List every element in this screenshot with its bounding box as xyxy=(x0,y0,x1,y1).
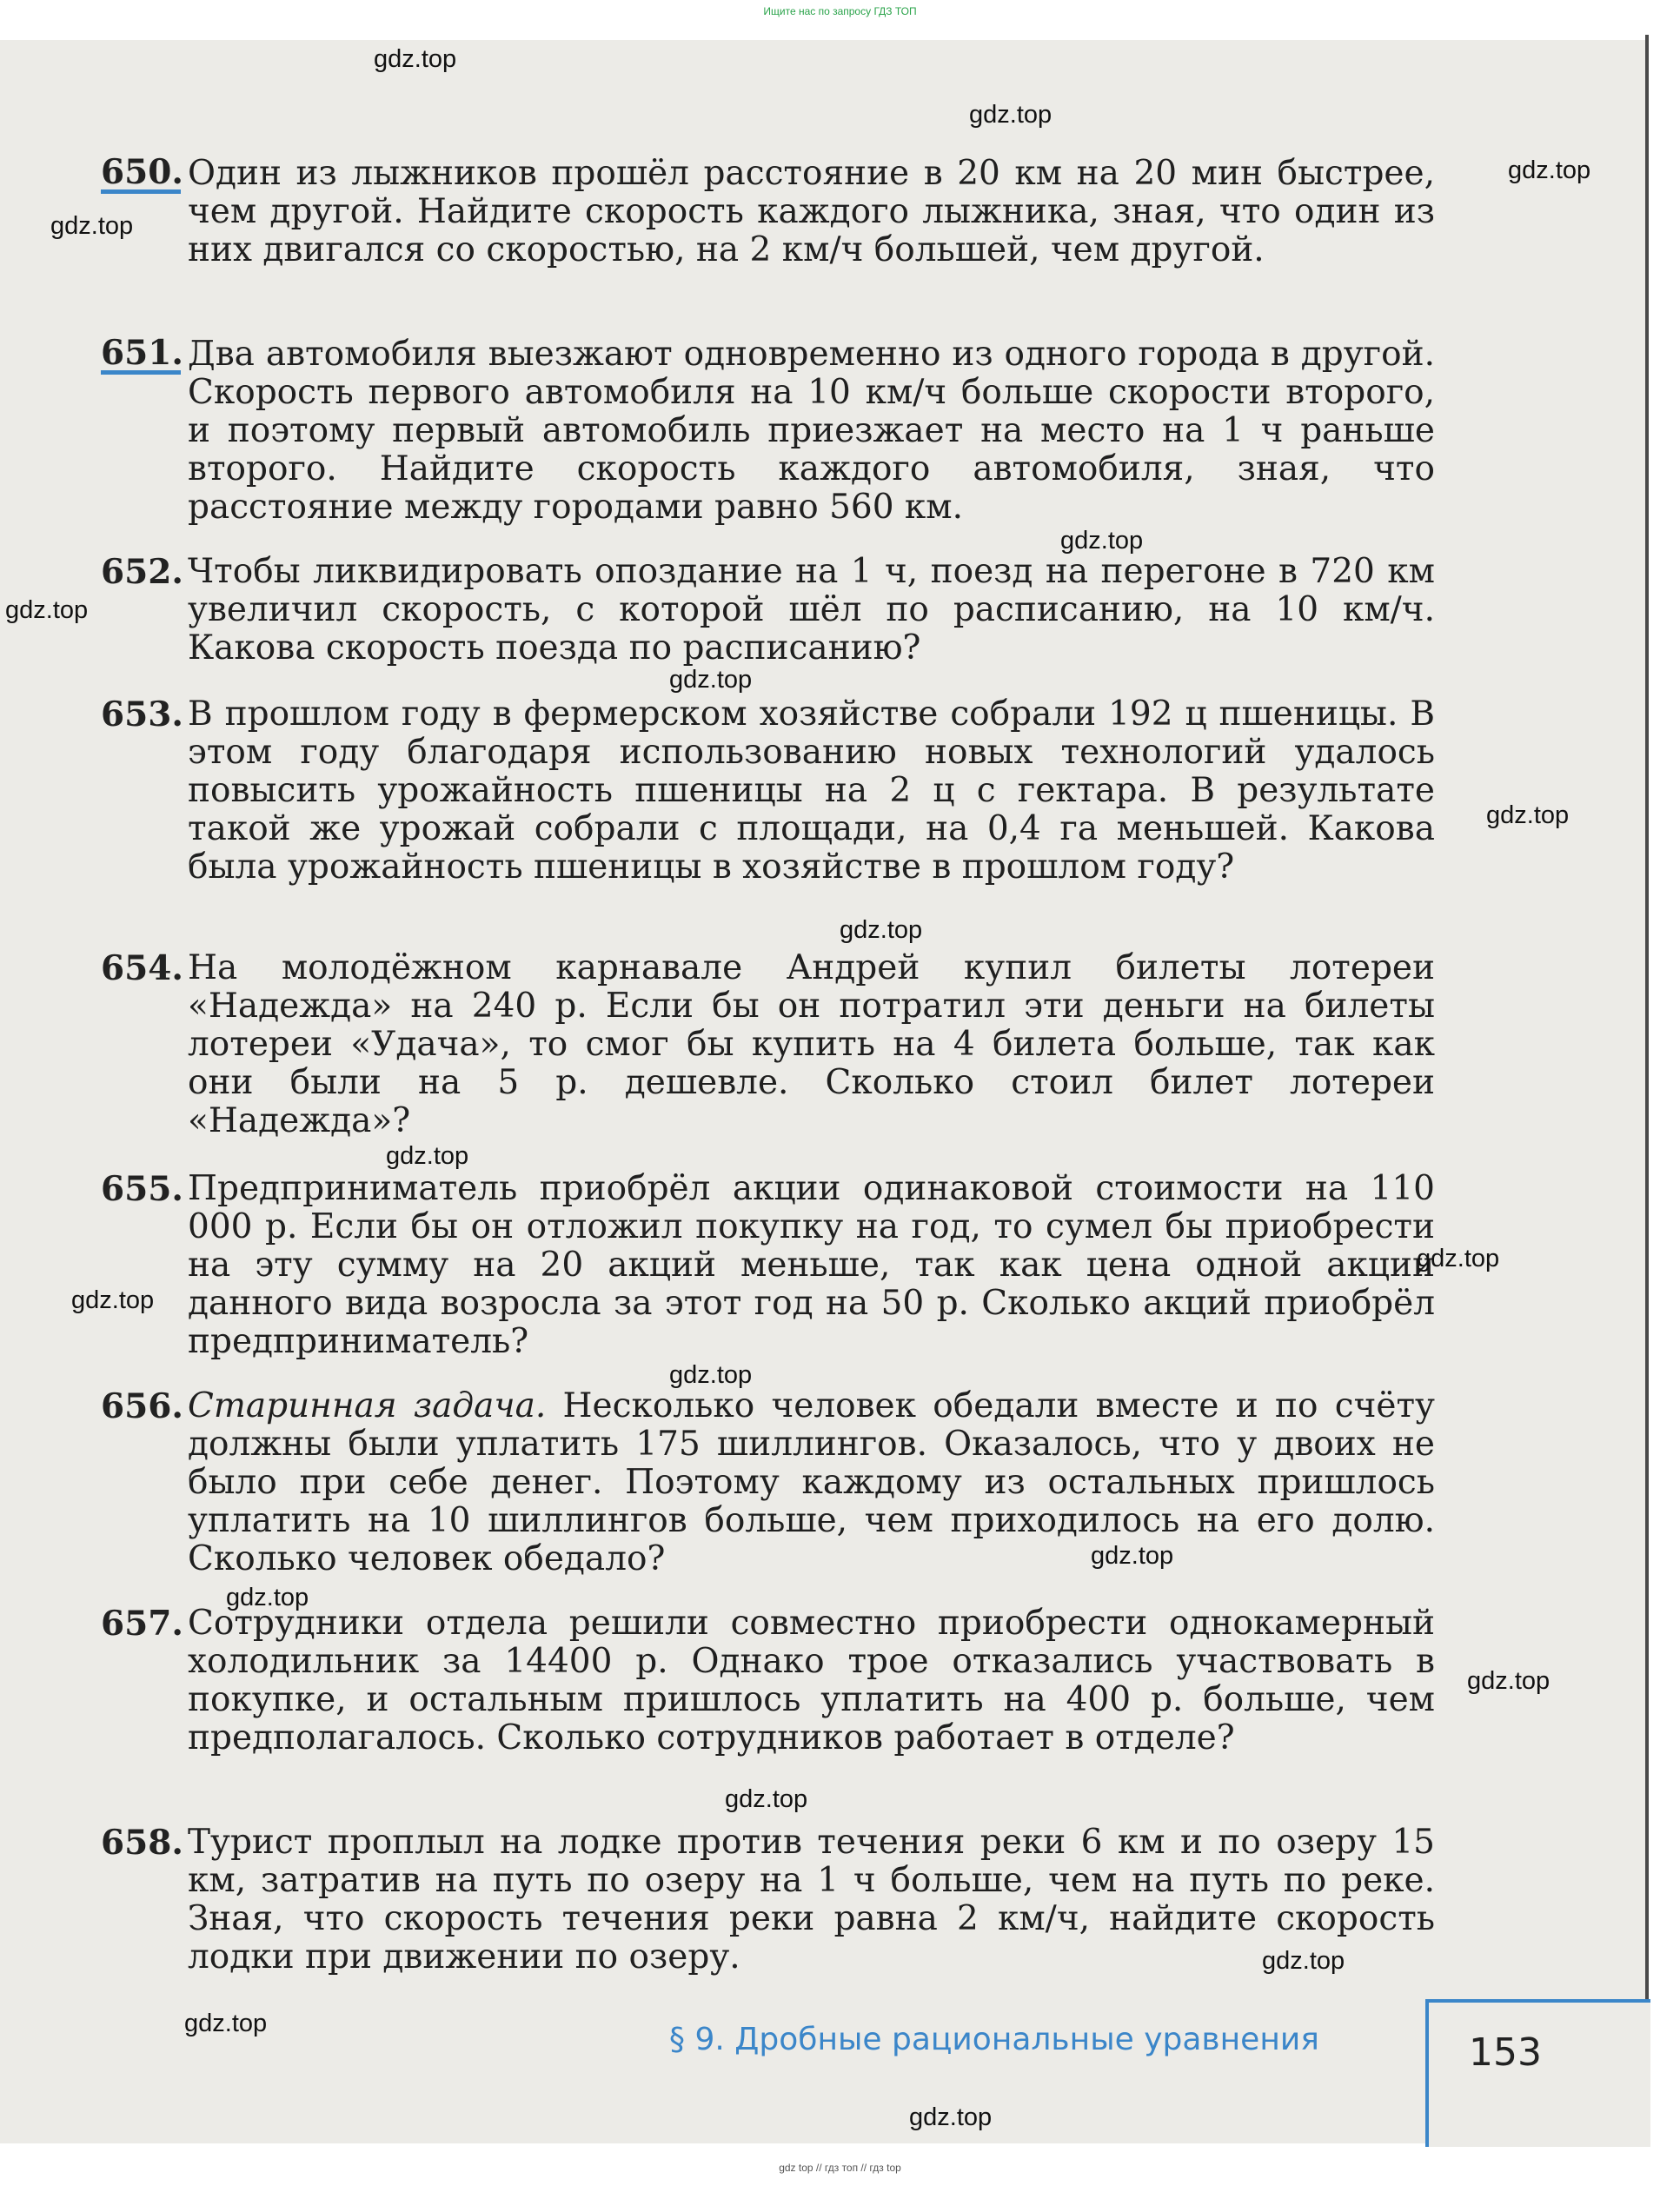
watermark: gdz.top xyxy=(669,1361,753,1389)
watermark: gdz.top xyxy=(50,212,134,240)
watermark: gdz.top xyxy=(71,1286,155,1314)
watermark: gdz.top xyxy=(1262,1947,1345,1975)
problem-653 xyxy=(101,695,1435,887)
problem-651 xyxy=(101,333,1435,527)
problem-number: 650. xyxy=(101,152,183,192)
problem-number: 656. xyxy=(101,1386,183,1426)
top-note: Ищите нас по запросу ГДЗ ТОП xyxy=(763,5,917,17)
problem-text: Один из лыжников прошёл расстояние в 20 км на 20 мин быстрее, чем другой. Найдите скорость каждого лыжника, зная, что один из них двигался со скоростью, на 2 км/ч большей, чем другой. xyxy=(188,154,1435,269)
watermark: gdz.top xyxy=(909,2103,993,2131)
watermark: gdz.top xyxy=(374,45,457,73)
watermark: gdz.top xyxy=(1508,156,1591,184)
problem-text: Сотрудники отдела решили совместно приобрести однокамерный холодильник за 14400 р. Однако трое отказались участвовать в покупке, и остальным пришлось уплатить на 400 р. больше, чем предполагалось. Сколько сотрудников работает в отделе? xyxy=(188,1604,1435,1757)
problem-number: 655. xyxy=(101,1169,183,1209)
watermark: gdz.top xyxy=(725,1785,808,1813)
problem-text: Предприниматель приобрёл акции одинаковой стоимости на 110 000 р. Если бы он отложил покупку на год, то сумел бы приобрести на эту сумму на 20 акций меньше, так как цена одной акции данного вида возросла за этот год на 50 р. Сколько акций приобрёл предприниматель? xyxy=(188,1169,1435,1361)
watermark: gdz.top xyxy=(386,1142,469,1170)
problem-text: Чтобы ликвидировать опоздание на 1 ч, поезд на перегоне в 720 км увеличил скорость, с которой шёл по расписанию, на 10 км/ч. Какова скорость поезда по расписанию? xyxy=(188,552,1435,668)
problem-text: Турист проплыл на лодке против течения реки 6 км и по озеру 15 км, затратив на путь по озеру на 1 ч больше, чем на путь по реке. Зная, что скорость течения реки равна 2 км/ч, найдите скорость лодки при движении по озеру. xyxy=(188,1823,1435,1977)
watermark: gdz.top xyxy=(1060,527,1144,555)
problem-656 xyxy=(101,1387,1435,1578)
problem-text xyxy=(188,1387,1435,1578)
watermark: gdz.top xyxy=(5,596,89,624)
problem-text-rest: Несколько человек обедали вместе и по счёту должны были уплатить 175 шиллингов. Оказалось, что у двоих не было при себе денег. Поэтому каждому из остальных пришлось уплатить на 10 шиллингов больше, чем приходилось на его долю. Сколько человек обедало? xyxy=(188,1386,1435,1578)
problem-number: 654. xyxy=(101,948,183,988)
bottom-note: gdz top // гдз топ // гдз top xyxy=(779,2162,901,2174)
problem-number: 651. xyxy=(101,333,183,373)
problem-number: 658. xyxy=(101,1823,183,1863)
problem-654 xyxy=(101,949,1435,1140)
watermark: gdz.top xyxy=(669,666,753,694)
watermark: gdz.top xyxy=(1091,1542,1174,1570)
problem-655 xyxy=(101,1170,1435,1361)
problem-text: На молодёжном карнавале Андрей купил билеты лотереи «Надежда» на 240 р. Если бы он потратил эти деньги на билеты лотереи «Удача», то смог бы купить на 4 билета больше, так как они были на 5 р. дешевле. Сколько стоил билет лотереи «Надежда»? xyxy=(188,948,1435,1140)
problem-652 xyxy=(101,553,1435,668)
problem-number: 657. xyxy=(101,1604,183,1644)
watermark: gdz.top xyxy=(1467,1667,1551,1695)
watermark: gdz.top xyxy=(184,2010,268,2037)
watermark: gdz.top xyxy=(1417,1245,1500,1272)
watermark: gdz.top xyxy=(1486,801,1570,829)
problem-italic: Старинная задача. xyxy=(188,1386,547,1425)
problem-657 xyxy=(101,1605,1435,1757)
watermark: gdz.top xyxy=(226,1584,309,1611)
section-title: § 9. Дробные рациональные уравнения xyxy=(669,2022,1319,2057)
watermark: gdz.top xyxy=(840,916,923,944)
problem-number: 653. xyxy=(101,694,183,734)
problem-number: 652. xyxy=(101,552,183,592)
problem-650 xyxy=(101,152,1435,269)
problem-text: Два автомобиля выезжают одновременно из одного города в другой. Скорость первого автомобиля на 10 км/ч больше скорости второго, и поэтому первый автомобиль приезжает на место на 1 ч раньше второго. Найдите скорость каждого автомобиля, зная, что расстояние между городами равно 560 км. xyxy=(188,335,1435,527)
problem-text: В прошлом году в фермерском хозяйстве собрали 192 ц пшеницы. В этом году благодаря использованию новых технологий удалось повысить урожайность пшеницы на 2 ц с гектара. В результате такой же урожай собрали с площади, на 0,4 га меньшей. Какова была урожайность пшеницы в хозяйстве в прошлом году? xyxy=(188,694,1435,887)
page-number: 153 xyxy=(1469,2030,1542,2075)
watermark: gdz.top xyxy=(969,101,1052,129)
problem-658 xyxy=(101,1824,1435,1977)
page-edge xyxy=(1645,35,1649,2147)
